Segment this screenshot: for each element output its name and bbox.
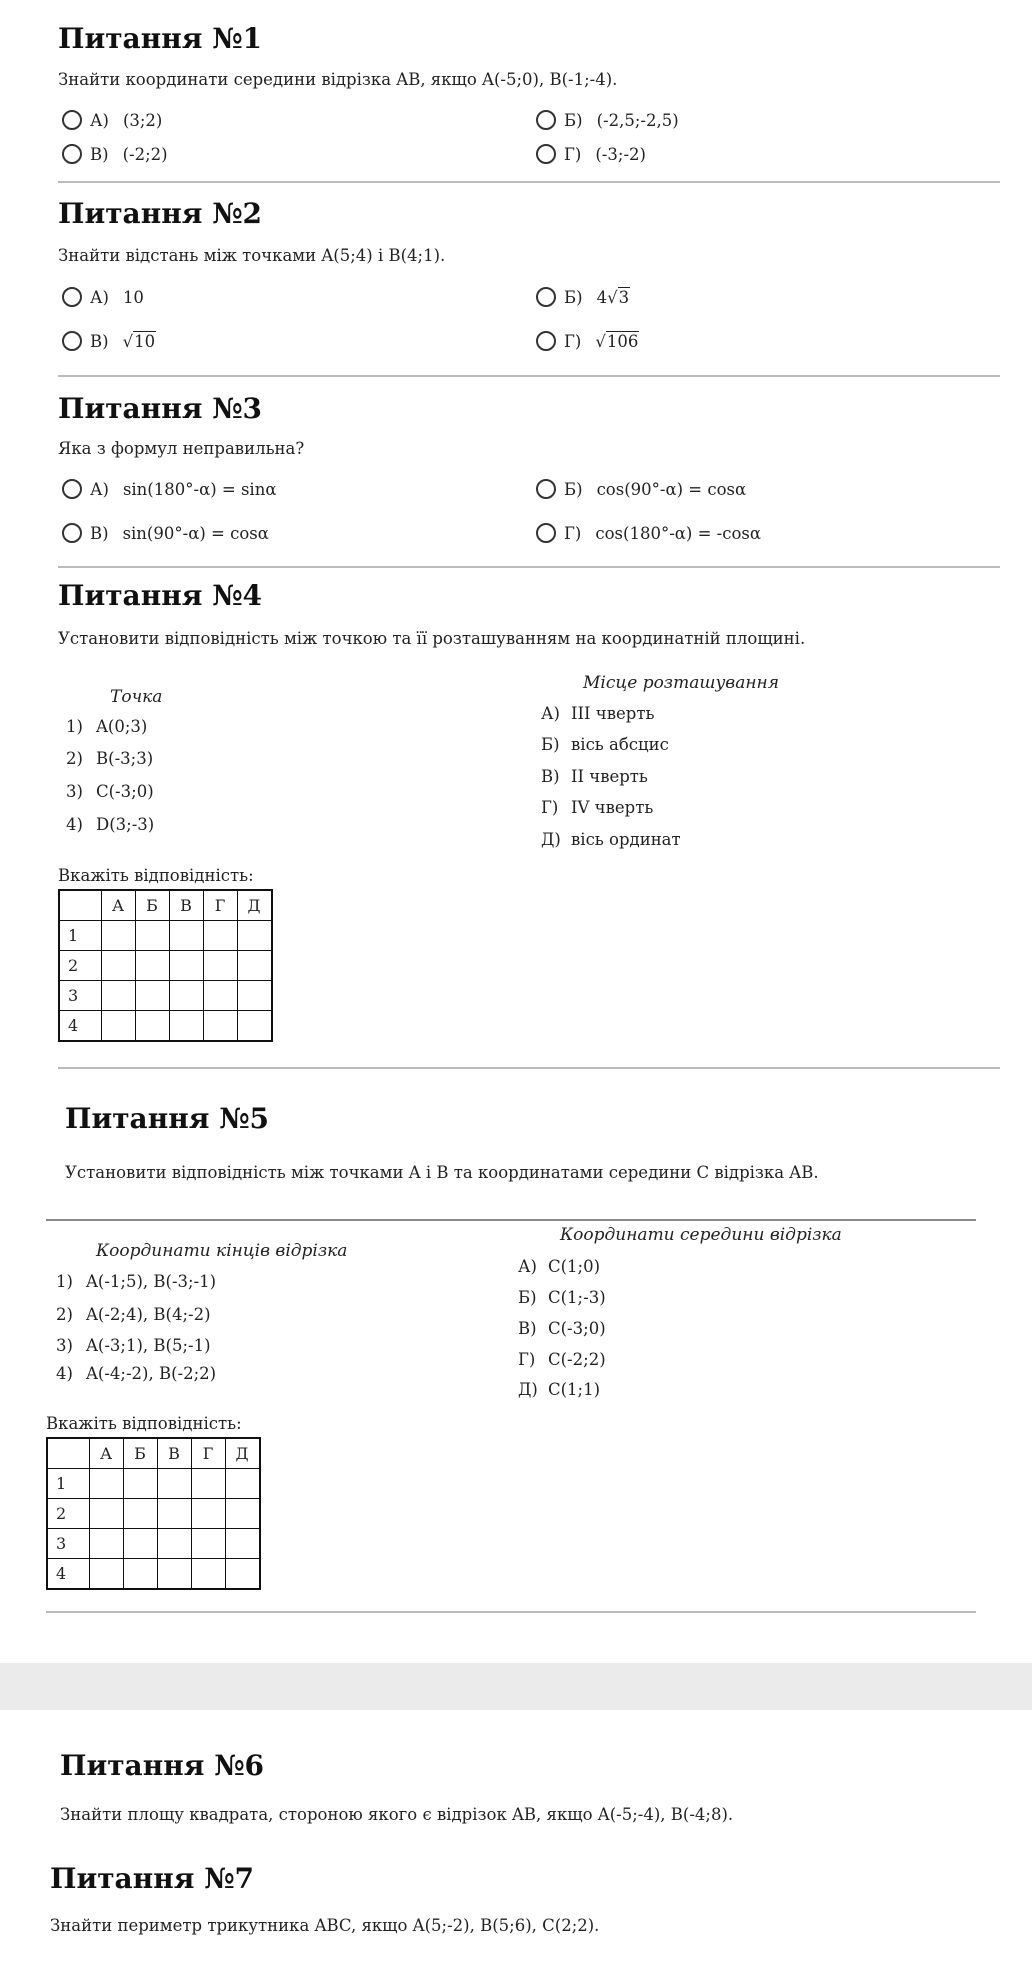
option-letter: А) — [90, 287, 109, 307]
radio-icon[interactable] — [62, 331, 82, 351]
q5-text: Установити відповідність між точками A і B та координатами середини C відрізка AB. — [65, 1163, 819, 1182]
grid-answer-cell[interactable] — [123, 1499, 157, 1529]
grid-answer-cell[interactable] — [191, 1529, 225, 1559]
item-number: Б) — [541, 735, 560, 754]
item-value: C(1;1) — [548, 1380, 601, 1399]
q1-option-b[interactable] — [536, 110, 679, 130]
option-letter: Б) — [564, 287, 583, 307]
grid-answer-cell[interactable] — [157, 1529, 191, 1559]
grid-answer-cell[interactable] — [157, 1469, 191, 1499]
grid-row-header: 2 — [59, 951, 101, 981]
radio-icon[interactable] — [62, 144, 82, 164]
grid-answer-cell[interactable] — [89, 1499, 123, 1529]
option-value: (-3;-2) — [595, 144, 646, 164]
option-value: sin(90°-α) = cosα — [122, 523, 269, 543]
divider — [46, 1219, 976, 1221]
radio-icon[interactable] — [62, 479, 82, 499]
grid-answer-cell[interactable] — [89, 1529, 123, 1559]
q3-option-a[interactable] — [62, 479, 276, 499]
item-value: A(0;3) — [96, 717, 148, 736]
sqrt-icon: √ — [595, 331, 606, 351]
grid-answer-cell[interactable] — [101, 981, 135, 1011]
divider — [58, 375, 1000, 377]
grid-answer-cell[interactable] — [135, 981, 169, 1011]
item-value: C(1;-3) — [548, 1288, 606, 1307]
item-number: 1) — [56, 1272, 73, 1291]
q2-option-b[interactable] — [536, 287, 630, 307]
q4-left-item — [66, 782, 154, 801]
grid-answer-cell[interactable] — [135, 951, 169, 981]
grid-answer-cell[interactable] — [203, 951, 237, 981]
item-number: В) — [518, 1319, 537, 1338]
q4-answer-grid — [58, 889, 273, 1042]
radio-icon[interactable] — [536, 523, 556, 543]
q2-title: Питання №2 — [58, 197, 263, 230]
item-value: C(-3;0) — [548, 1319, 606, 1338]
q4-right-item — [541, 830, 681, 849]
grid-answer-cell[interactable] — [101, 921, 135, 951]
radio-icon[interactable] — [536, 110, 556, 130]
item-number: А) — [541, 704, 560, 723]
q5-right-item — [518, 1380, 600, 1399]
option-letter: А) — [90, 110, 109, 130]
q1-option-c[interactable] — [62, 144, 168, 164]
q1-text: Знайти координати середини відрізка AB, якщо A(-5;0), B(-1;-4). — [58, 70, 618, 89]
q5-left-header: Координати кінців відрізка — [96, 1241, 348, 1261]
item-number: 3) — [66, 782, 83, 801]
item-value: B(-3;3) — [96, 749, 154, 768]
grid-col-header: А — [89, 1438, 123, 1469]
item-number: Г) — [541, 798, 559, 817]
option-value: (3;2) — [122, 110, 163, 130]
grid-row — [47, 1469, 260, 1499]
q3-option-d[interactable] — [536, 523, 761, 543]
q5-right-item — [518, 1350, 606, 1369]
q2-text: Знайти відстань між точками A(5;4) і B(4;1). — [58, 246, 446, 265]
item-value: C(-2;2) — [548, 1350, 606, 1369]
q5-answer-grid — [46, 1437, 261, 1590]
option-value: cos(90°-α) = cosα — [596, 479, 747, 499]
grid-answer-cell[interactable] — [101, 1011, 135, 1042]
radicand: 10 — [134, 332, 156, 351]
option-value: (-2,5;-2,5) — [596, 110, 679, 130]
grid-corner — [59, 890, 101, 921]
grid-header-row — [47, 1438, 260, 1469]
grid-answer-cell[interactable] — [169, 921, 203, 951]
q7-title: Питання №7 — [50, 1862, 255, 1895]
item-value: A(-2;4), B(4;-2) — [86, 1305, 211, 1324]
radio-icon[interactable] — [536, 287, 556, 307]
coefficient: 4 — [596, 287, 608, 307]
radio-icon[interactable] — [62, 110, 82, 130]
q1-option-d[interactable] — [536, 144, 646, 164]
item-number: Г) — [518, 1350, 536, 1369]
grid-row-header: 4 — [59, 1011, 101, 1042]
radio-icon[interactable] — [62, 287, 82, 307]
option-letter: В) — [90, 331, 109, 351]
grid-answer-cell[interactable] — [89, 1469, 123, 1499]
grid-col-header: Г — [203, 890, 237, 921]
q5-right-item — [518, 1319, 606, 1338]
grid-answer-cell[interactable] — [237, 921, 272, 951]
option-value: (-2;2) — [122, 144, 168, 164]
item-value: C(1;0) — [548, 1257, 601, 1276]
option-letter: Б) — [564, 110, 583, 130]
grid-col-header: В — [157, 1438, 191, 1469]
item-value: IV чверть — [571, 798, 654, 817]
q6-text: Знайти площу квадрата, стороною якого є відрізок AB, якщо A(-5;-4), B(-4;8). — [60, 1805, 734, 1824]
divider — [46, 1611, 976, 1613]
grid-answer-cell[interactable] — [157, 1499, 191, 1529]
grid-col-header: Б — [135, 890, 169, 921]
grid-answer-cell[interactable] — [225, 1499, 260, 1529]
grid-answer-cell[interactable] — [203, 1011, 237, 1042]
item-value: A(-1;5), B(-3;-1) — [86, 1272, 217, 1291]
q5-right-item — [518, 1288, 606, 1307]
q4-right-item — [541, 735, 669, 754]
grid-row-header: 4 — [47, 1559, 89, 1590]
radio-icon[interactable] — [62, 523, 82, 543]
grid-col-header: Г — [191, 1438, 225, 1469]
grid-col-header: Д — [237, 890, 272, 921]
item-number: 4) — [66, 815, 83, 834]
grid-answer-cell[interactable] — [225, 1469, 260, 1499]
grid-answer-cell[interactable] — [237, 981, 272, 1011]
item-value: A(-4;-2), B(-2;2) — [86, 1364, 217, 1383]
sqrt-icon: √ — [607, 287, 618, 307]
divider — [58, 1067, 1000, 1069]
grid-answer-cell[interactable] — [237, 951, 272, 981]
grid-answer-cell[interactable] — [191, 1469, 225, 1499]
page-separator — [0, 1663, 1032, 1710]
q5-left-item — [56, 1305, 211, 1324]
q5-right-item — [518, 1257, 600, 1276]
grid-answer-cell[interactable] — [101, 951, 135, 981]
q4-text: Установити відповідність між точкою та її розташуванням на координатній площині. — [58, 629, 806, 648]
q1-option-a[interactable] — [62, 110, 162, 130]
option-letter: Г) — [564, 523, 582, 543]
option-letter: Г) — [564, 331, 582, 351]
q5-left-item — [56, 1364, 216, 1383]
grid-answer-cell[interactable] — [157, 1559, 191, 1590]
grid-answer-cell[interactable] — [89, 1559, 123, 1590]
grid-row-header: 3 — [59, 981, 101, 1011]
q3-option-b[interactable] — [536, 479, 746, 499]
grid-row — [47, 1529, 260, 1559]
item-number: Д) — [518, 1380, 538, 1399]
q4-right-item — [541, 798, 653, 817]
grid-answer-cell[interactable] — [169, 1011, 203, 1042]
grid-corner — [47, 1438, 89, 1469]
item-number: 3) — [56, 1336, 73, 1355]
q4-right-header: Місце розташування — [583, 673, 779, 693]
grid-answer-cell[interactable] — [203, 981, 237, 1011]
option-letter: Г) — [564, 144, 582, 164]
grid-answer-cell[interactable] — [225, 1529, 260, 1559]
q3-option-c[interactable] — [62, 523, 269, 543]
item-number: Д) — [541, 830, 561, 849]
q3-title: Питання №3 — [58, 392, 263, 425]
q5-answer-label: Вкажіть відповідність: — [46, 1414, 242, 1433]
grid-col-header: В — [169, 890, 203, 921]
q4-left-header: Точка — [110, 687, 163, 707]
radio-icon[interactable] — [536, 331, 556, 351]
grid-row — [59, 951, 272, 981]
grid-row-header: 2 — [47, 1499, 89, 1529]
q6-title: Питання №6 — [60, 1749, 265, 1782]
q5-left-item — [56, 1272, 216, 1291]
q4-left-item — [66, 815, 154, 834]
grid-row — [59, 921, 272, 951]
q4-right-item — [541, 767, 648, 786]
option-letter: В) — [90, 523, 109, 543]
grid-answer-cell[interactable] — [123, 1529, 157, 1559]
grid-col-header: Б — [123, 1438, 157, 1469]
grid-col-header: А — [101, 890, 135, 921]
grid-header-row — [59, 890, 272, 921]
item-value: D(3;-3) — [96, 815, 155, 834]
q4-title: Питання №4 — [58, 579, 263, 612]
q2-option-d[interactable] — [536, 331, 639, 351]
sqrt-icon: √ — [122, 331, 134, 351]
grid-answer-cell[interactable] — [225, 1559, 260, 1590]
q2-option-c[interactable] — [62, 331, 156, 351]
grid-answer-cell[interactable] — [135, 1011, 169, 1042]
q4-answer-label: Вкажіть відповідність: — [58, 866, 254, 885]
radicand: 3 — [618, 288, 630, 307]
grid-row — [59, 1011, 272, 1042]
radicand: 106 — [606, 332, 639, 351]
option-value: sin(180°-α) = sinα — [122, 479, 277, 499]
option-value: 10 — [122, 287, 144, 307]
grid-row-header: 1 — [47, 1469, 89, 1499]
q1-title: Питання №1 — [58, 22, 263, 55]
grid-answer-cell[interactable] — [169, 951, 203, 981]
item-value: II чверть — [571, 767, 648, 786]
q5-left-item — [56, 1336, 211, 1355]
radio-icon[interactable] — [536, 479, 556, 499]
grid-row — [47, 1559, 260, 1590]
item-value: вісь абсцис — [571, 735, 669, 754]
q4-left-item — [66, 717, 147, 736]
grid-answer-cell[interactable] — [191, 1499, 225, 1529]
grid-answer-cell[interactable] — [203, 921, 237, 951]
grid-row-header: 3 — [47, 1529, 89, 1559]
item-number: 2) — [56, 1305, 73, 1324]
radio-icon[interactable] — [536, 144, 556, 164]
item-number: 1) — [66, 717, 83, 736]
divider — [58, 566, 1000, 568]
grid-answer-cell[interactable] — [237, 1011, 272, 1042]
item-number: Б) — [518, 1288, 537, 1307]
option-letter: В) — [90, 144, 109, 164]
q3-text: Яка з формул неправильна? — [58, 439, 305, 458]
grid-answer-cell[interactable] — [169, 981, 203, 1011]
item-value: вісь ординат — [571, 830, 681, 849]
item-value: III чверть — [571, 704, 655, 723]
grid-col-header: Д — [225, 1438, 260, 1469]
q7-text: Знайти периметр трикутника ABC, якщо A(5;-2), B(5;6), C(2;2). — [50, 1916, 600, 1935]
option-value: cos(180°-α) = -cosα — [595, 523, 762, 543]
item-value: A(-3;1), B(5;-1) — [86, 1336, 211, 1355]
grid-row — [47, 1499, 260, 1529]
item-number: В) — [541, 767, 560, 786]
item-number: 4) — [56, 1364, 73, 1383]
item-number: 2) — [66, 749, 83, 768]
grid-answer-cell[interactable] — [135, 921, 169, 951]
q5-title: Питання №5 — [65, 1102, 270, 1135]
grid-answer-cell[interactable] — [123, 1469, 157, 1499]
option-letter: Б) — [564, 479, 583, 499]
grid-row-header: 1 — [59, 921, 101, 951]
divider — [58, 181, 1000, 183]
q2-option-a[interactable] — [62, 287, 144, 307]
item-value: C(-3;0) — [96, 782, 154, 801]
grid-answer-cell[interactable] — [191, 1559, 225, 1590]
grid-answer-cell[interactable] — [123, 1559, 157, 1590]
q4-right-item — [541, 704, 654, 723]
q4-left-item — [66, 749, 153, 768]
q5-right-header: Координати середини відрізка — [560, 1225, 842, 1245]
item-number: А) — [518, 1257, 537, 1276]
grid-row — [59, 981, 272, 1011]
option-letter: А) — [90, 479, 109, 499]
